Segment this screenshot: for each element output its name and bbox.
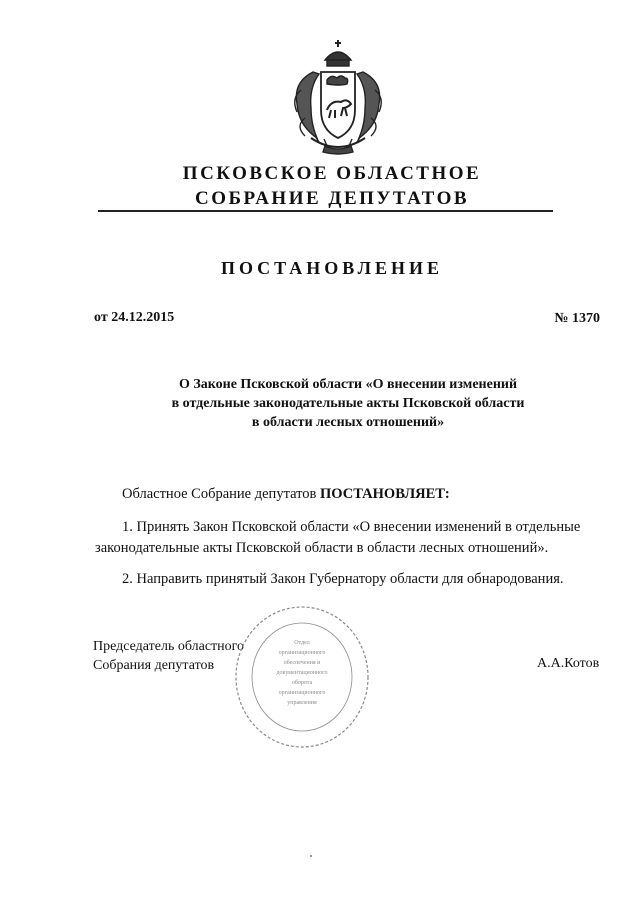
resolution-item-1: 1. Принять Закон Псковской области «О внесении изменений в отдельные законодательные акты Псковской области в области лесных отношений». bbox=[95, 519, 581, 556]
document-type-title: ПОСТАНОВЛЕНИЕ bbox=[220, 258, 444, 278]
resolution-intro bbox=[122, 484, 450, 505]
subject-line: в отдельные законодательные акты Псковской области bbox=[171, 396, 525, 411]
scan-speck bbox=[310, 855, 312, 857]
signature-title bbox=[93, 637, 244, 675]
stamp-line: обеспечения и bbox=[283, 660, 321, 666]
resolution-item-2: 2. Направить принятый Закон Губернатору области для обнародования. bbox=[122, 571, 564, 587]
org-name-line1: ПСКОВСКОЕ ОБЛАСТНОЕ bbox=[182, 163, 482, 184]
resolution-keyword: ПОСТАНОВЛЯЕТ: bbox=[320, 486, 450, 502]
document-number: № 1370 bbox=[554, 311, 600, 326]
signature-title-line1: Председатель областного bbox=[93, 639, 245, 654]
org-name-line2: СОБРАНИЕ ДЕПУТАТОВ bbox=[194, 188, 470, 209]
stamp-line: организационного bbox=[278, 690, 326, 696]
stamp-line: управления bbox=[287, 700, 317, 706]
signer-name: А.А.Котов bbox=[537, 656, 600, 671]
stamp-line: Отдел bbox=[294, 640, 310, 646]
stamp-line: организационного bbox=[278, 650, 326, 656]
document-date: от 24.12.2015 bbox=[94, 310, 175, 325]
resolution-intro-text: Областное Собрание депутатов bbox=[122, 486, 321, 502]
pskov-coat-of-arms-icon bbox=[283, 38, 393, 156]
signature-title-line2: Собрания депутатов bbox=[93, 658, 215, 673]
official-stamp bbox=[232, 602, 372, 752]
subject-line: О Законе Псковской области «О внесении изменений bbox=[178, 377, 518, 392]
subject-line: в области лесных отношений» bbox=[251, 415, 445, 430]
stamp-line: оборота bbox=[291, 680, 313, 686]
header-divider bbox=[98, 210, 553, 212]
document-subject bbox=[120, 375, 576, 432]
stamp-line: документационного bbox=[276, 670, 328, 676]
